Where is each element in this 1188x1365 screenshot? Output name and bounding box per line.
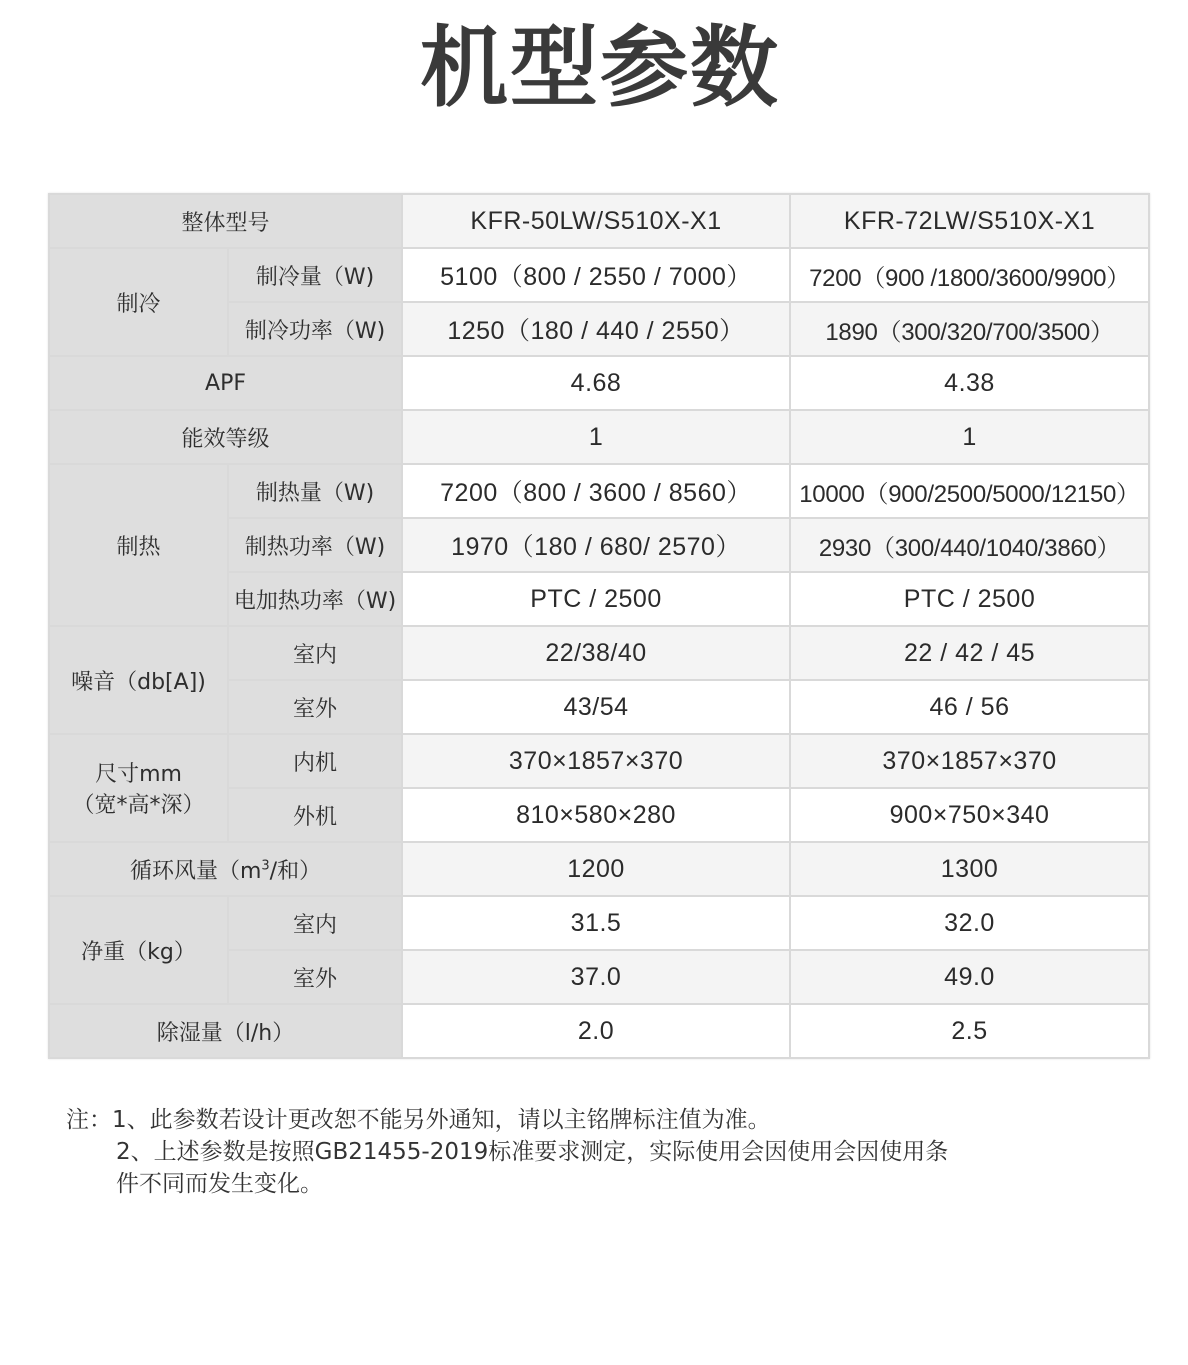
heating-power-2: 2930（300/440/1040/3860） xyxy=(790,518,1149,572)
note-line-2: 2、上述参数是按照GB21455-2019标准要求测定，实际使用会因使用会因使用条 xyxy=(116,1139,949,1165)
dim-indoor-1: 370×1857×370 xyxy=(402,734,790,788)
table-row-noise-indoor xyxy=(49,626,1149,680)
spec-table xyxy=(48,193,1150,1059)
weight-outdoor-1: 37.0 xyxy=(402,950,790,1004)
heating-capacity-1: 7200（800 / 3600 / 8560） xyxy=(402,464,790,518)
model-2: KFR-72LW/S510X-X1 xyxy=(790,194,1149,248)
weight-outdoor-label: 室外 xyxy=(228,950,402,1004)
table-row-model xyxy=(49,194,1149,248)
heating-power-1: 1970（180 / 680/ 2570） xyxy=(402,518,790,572)
noise-outdoor-2: 46 / 56 xyxy=(790,680,1149,734)
airflow-label-prefix: 循环风量（m xyxy=(129,858,262,884)
apf-2: 4.38 xyxy=(790,356,1149,410)
cooling-capacity-label: 制冷量（W) xyxy=(228,248,402,302)
dim-outdoor-2: 900×750×340 xyxy=(790,788,1149,842)
cooling-group-label: 制冷 xyxy=(49,248,228,356)
airflow-2: 1300 xyxy=(790,842,1149,896)
dehumidification-2: 2.5 xyxy=(790,1004,1149,1058)
table-row-dehumidification xyxy=(49,1004,1149,1058)
dehumidification-label: 除湿量（l/h） xyxy=(49,1004,402,1058)
electric-heating-2: PTC / 2500 xyxy=(790,572,1149,626)
cooling-capacity-1: 5100（800 / 2550 / 7000） xyxy=(402,248,790,302)
noise-group-label: 噪音（db[A]) xyxy=(49,626,228,734)
heating-capacity-2: 10000（900/2500/5000/12150） xyxy=(790,464,1149,518)
page-title: 机型参数 xyxy=(419,16,780,119)
cooling-power-label: 制冷功率（W) xyxy=(228,302,402,356)
dimensions-label-line1: 尺寸mm xyxy=(95,762,182,787)
note-line-1: 注：1、此参数若设计更改恕不能另外通知，请以主铭牌标注值为准。 xyxy=(66,1107,771,1133)
weight-outdoor-2: 49.0 xyxy=(790,950,1149,1004)
dim-indoor-2: 370×1857×370 xyxy=(790,734,1149,788)
table-row-dim-indoor xyxy=(49,734,1149,788)
weight-indoor-1: 31.5 xyxy=(402,896,790,950)
noise-outdoor-1: 43/54 xyxy=(402,680,790,734)
table-row-weight-indoor xyxy=(49,896,1149,950)
dimensions-group-label xyxy=(49,734,228,842)
dimensions-label-line2: （宽*高*深） xyxy=(72,793,205,818)
noise-indoor-1: 22/38/40 xyxy=(402,626,790,680)
efficiency-1: 1 xyxy=(402,410,790,464)
dehumidification-1: 2.0 xyxy=(402,1004,790,1058)
noise-outdoor-label: 室外 xyxy=(228,680,402,734)
airflow-label-sup: 3 xyxy=(261,858,270,874)
airflow-label-suffix: /和） xyxy=(269,858,322,884)
electric-heating-label: 电加热功率（W) xyxy=(228,572,402,626)
model-label: 整体型号 xyxy=(49,194,402,248)
efficiency-2: 1 xyxy=(790,410,1149,464)
electric-heating-1: PTC / 2500 xyxy=(402,572,790,626)
heating-power-label: 制热功率（W) xyxy=(228,518,402,572)
table-row-heating-capacity xyxy=(49,464,1149,518)
airflow-label xyxy=(49,842,402,896)
noise-indoor-label: 室内 xyxy=(228,626,402,680)
efficiency-label: 能效等级 xyxy=(49,410,402,464)
cooling-power-2: 1890（300/320/700/3500） xyxy=(790,302,1149,356)
apf-label: APF xyxy=(49,356,402,410)
note-line-3: 件不同而发生变化。 xyxy=(116,1171,323,1197)
heating-group-label: 制热 xyxy=(49,464,228,626)
dim-outdoor-label: 外机 xyxy=(228,788,402,842)
table-row-airflow xyxy=(49,842,1149,896)
dim-indoor-label: 内机 xyxy=(228,734,402,788)
table-row-cooling-capacity xyxy=(49,248,1149,302)
apf-1: 4.68 xyxy=(402,356,790,410)
table-row-apf xyxy=(49,356,1149,410)
noise-indoor-2: 22 / 42 / 45 xyxy=(790,626,1149,680)
cooling-power-1: 1250（180 / 440 / 2550） xyxy=(402,302,790,356)
model-1: KFR-50LW/S510X-X1 xyxy=(402,194,790,248)
dim-outdoor-1: 810×580×280 xyxy=(402,788,790,842)
table-row-efficiency xyxy=(49,410,1149,464)
airflow-1: 1200 xyxy=(402,842,790,896)
cooling-capacity-2: 7200（900 /1800/3600/9900） xyxy=(790,248,1149,302)
weight-indoor-label: 室内 xyxy=(228,896,402,950)
notes xyxy=(66,1104,948,1200)
weight-indoor-2: 32.0 xyxy=(790,896,1149,950)
heating-capacity-label: 制热量（W) xyxy=(228,464,402,518)
weight-group-label: 净重（kg） xyxy=(49,896,228,1004)
